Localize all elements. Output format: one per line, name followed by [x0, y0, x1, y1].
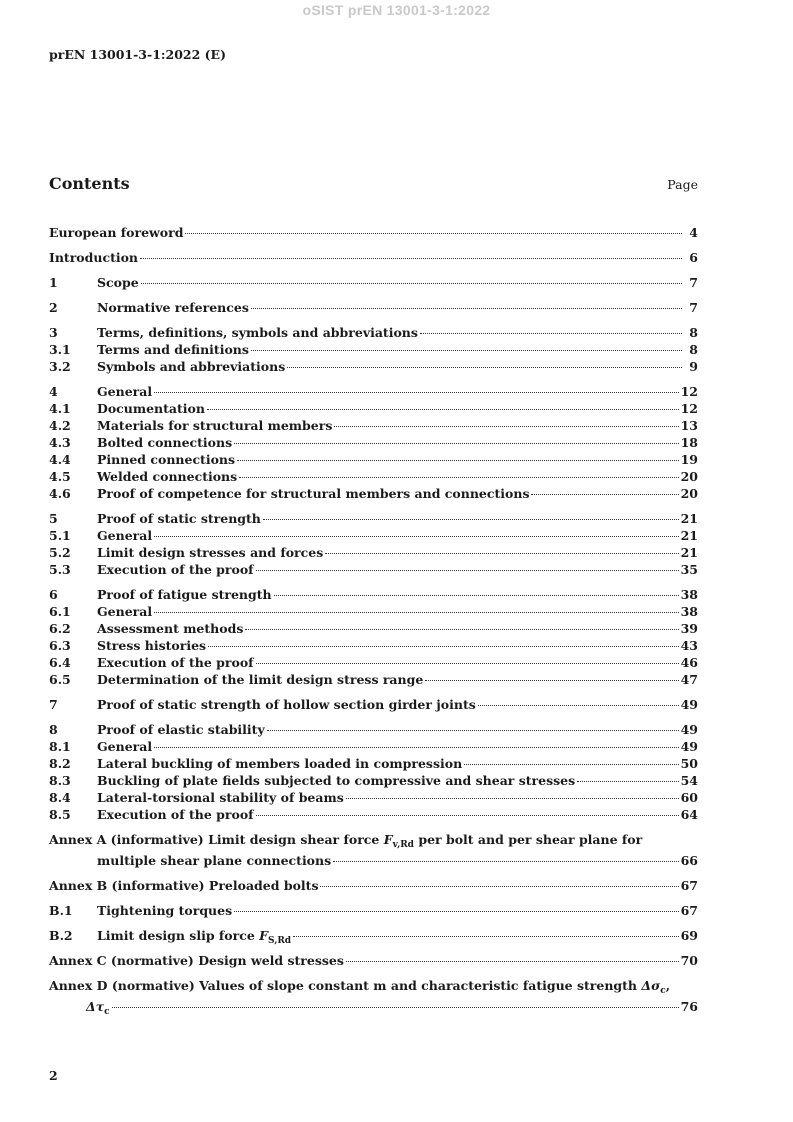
annex-d-title-cont — [86, 998, 110, 1015]
toc-entry-page: 9 — [689, 359, 698, 374]
annex-a-line2 — [49, 852, 698, 869]
toc-entry[interactable] — [49, 451, 698, 468]
leader-dots — [251, 308, 682, 309]
leader-dots — [234, 443, 678, 444]
b1-number: B.1 — [49, 903, 73, 918]
toc-entry-title: Normative references — [97, 300, 249, 315]
annex-d-symbol1: Δσ — [641, 978, 661, 993]
toc-entry[interactable] — [49, 468, 698, 485]
toc-entry[interactable] — [49, 738, 698, 755]
toc-entry[interactable] — [49, 434, 698, 451]
toc-entry-annex-a[interactable] — [49, 831, 698, 869]
toc-entry-page: 4 — [689, 225, 698, 240]
toc-entry[interactable] — [49, 806, 698, 823]
toc-entry-page: 21 — [680, 528, 698, 543]
b2-symbol: F — [259, 928, 269, 943]
annex-a-symbol: F — [383, 832, 393, 847]
watermark: oSIST prEN 13001-3-1:2022 — [302, 2, 491, 18]
toc-entry-title: Lateral-torsional stability of beams — [97, 790, 344, 805]
document-id: prEN 13001-3-1:2022 (E) — [49, 47, 227, 62]
toc-entry[interactable] — [49, 249, 698, 266]
leader-dots — [320, 886, 678, 887]
toc-entry-page: 54 — [680, 773, 698, 788]
toc-entry[interactable] — [49, 755, 698, 772]
leader-dots — [287, 367, 682, 368]
annex-d-subscript2: c — [104, 1007, 110, 1017]
toc-entry[interactable] — [49, 721, 698, 738]
toc-entry-page: 12 — [680, 384, 698, 399]
leader-dots — [141, 283, 682, 284]
leader-dots — [112, 1007, 679, 1008]
toc-entry-title: Proof of static strength of hollow section girder joints — [97, 697, 476, 712]
toc-entry-page: 49 — [680, 722, 698, 737]
toc-entry-number: 3.1 — [49, 342, 71, 357]
toc-entry-number: 7 — [49, 697, 58, 712]
leader-dots — [531, 494, 678, 495]
b1-page: 67 — [680, 903, 698, 918]
toc-entry[interactable] — [49, 671, 698, 688]
toc-entry-number: 6.5 — [49, 672, 71, 687]
annex-a-text: Annex A (informative) Limit design shear force — [49, 832, 384, 847]
toc-entry-title: Pinned connections — [97, 452, 236, 467]
toc-entry-page: 39 — [680, 621, 698, 636]
toc-entry-number: 8.4 — [49, 790, 71, 805]
toc-entry-page: 60 — [680, 790, 698, 805]
annex-d-symbol2: Δτ — [86, 999, 105, 1014]
toc-entry-title: Proof of competence for structural members and connections — [97, 486, 530, 501]
b1-title: Tightening torques — [97, 903, 233, 918]
toc-entry-page: 18 — [680, 435, 698, 450]
toc-entry-page: 21 — [680, 511, 698, 526]
leader-dots — [154, 747, 678, 748]
annex-a-line1 — [49, 831, 698, 848]
toc-entry[interactable] — [49, 561, 698, 578]
toc-entry-title: Execution of the proof — [97, 562, 254, 577]
leader-dots — [333, 861, 678, 862]
toc-entry-page: 19 — [680, 452, 698, 467]
toc-entry-title: European foreword — [49, 225, 184, 240]
annex-d-text: Annex D (normative) Values of slope constant m and characteristic fatigue strength — [49, 978, 642, 993]
toc-entry-title: Stress histories — [97, 638, 207, 653]
toc-entry-page: 46 — [680, 655, 698, 670]
toc-entry-page: 21 — [680, 545, 698, 560]
annex-c-page: 70 — [680, 953, 698, 968]
leader-dots — [478, 705, 679, 706]
toc-entry-number: 5 — [49, 511, 58, 526]
page-column-label: Page — [667, 177, 698, 192]
annex-b-title: Annex B (informative) Preloaded bolts — [49, 878, 319, 893]
toc-entry-title: Lateral buckling of members loaded in compression — [97, 756, 463, 771]
leader-dots — [251, 350, 682, 351]
annex-d-line1 — [49, 977, 698, 994]
leader-dots — [263, 519, 679, 520]
toc-entry-page: 20 — [680, 486, 698, 501]
toc-entry[interactable] — [49, 772, 698, 789]
toc-entry-number: 6.1 — [49, 604, 71, 619]
leader-dots — [334, 426, 678, 427]
annex-a-subscript: v,Rd — [392, 840, 414, 850]
table-of-contents — [49, 224, 698, 1015]
toc-entry-title: General — [97, 384, 153, 399]
toc-entry-page: 38 — [680, 604, 698, 619]
annex-d-separator: , — [665, 978, 671, 993]
toc-entry-title: Buckling of plate fields subjected to compressive and shear stresses — [97, 773, 576, 788]
toc-entry-annex-b[interactable] — [49, 877, 698, 894]
toc-entry-title: Scope — [97, 275, 139, 290]
toc-entry-title: Proof of static strength — [97, 511, 261, 526]
leader-dots — [577, 781, 678, 782]
contents-title: Contents — [49, 174, 130, 193]
toc-entry[interactable] — [49, 654, 698, 671]
toc-entry-title: Terms, definitions, symbols and abbreviations — [97, 325, 418, 340]
toc-entry-page: 20 — [680, 469, 698, 484]
leader-dots — [239, 477, 678, 478]
toc-entry-annex-c[interactable] — [49, 952, 698, 969]
annex-a-page: 66 — [680, 853, 698, 868]
toc-entry-number: 3 — [49, 325, 58, 340]
toc-entry[interactable] — [49, 383, 698, 400]
toc-entry-number: 4.1 — [49, 401, 71, 416]
b2-title-text: Limit design slip force — [97, 928, 260, 943]
toc-entry-page: 6 — [689, 250, 698, 265]
toc-entry-page: 7 — [689, 300, 698, 315]
b2-subscript: S,Rd — [268, 936, 292, 946]
leader-dots — [245, 629, 678, 630]
toc-entry[interactable] — [49, 358, 698, 375]
toc-entry-number: 6.4 — [49, 655, 71, 670]
toc-entry-title: Execution of the proof — [97, 655, 254, 670]
leader-dots — [154, 536, 678, 537]
toc-entry-title: General — [97, 739, 153, 754]
toc-entry-number: 4.3 — [49, 435, 71, 450]
toc-entry[interactable] — [49, 485, 698, 502]
leader-dots — [185, 233, 682, 234]
leader-dots — [234, 911, 678, 912]
toc-entry[interactable] — [49, 324, 698, 341]
toc-entry-number: 5.1 — [49, 528, 71, 543]
annex-c-title: Annex C (normative) Design weld stresses — [49, 953, 344, 968]
toc-entry-page: 38 — [680, 587, 698, 602]
toc-entry[interactable] — [49, 224, 698, 241]
toc-entry-page: 47 — [680, 672, 698, 687]
toc-entry-title: Symbols and abbreviations — [97, 359, 286, 374]
toc-entry-number: 8.3 — [49, 773, 71, 788]
annex-a-text-end: per bolt and per shear plane for — [413, 832, 643, 847]
b2-number: B.2 — [49, 928, 73, 943]
toc-entry-page: 7 — [689, 275, 698, 290]
toc-entry-b1[interactable] — [49, 902, 698, 919]
toc-entry-page: 64 — [680, 807, 698, 822]
toc-entry-list — [49, 224, 698, 823]
toc-entry-title: Documentation — [97, 401, 205, 416]
toc-entry-page: 50 — [680, 756, 698, 771]
toc-entry-number: 8.2 — [49, 756, 71, 771]
toc-entry-title: Proof of elastic stability — [97, 722, 265, 737]
toc-entry-number: 1 — [49, 275, 58, 290]
toc-entry-page: 8 — [689, 342, 698, 357]
leader-dots — [256, 815, 679, 816]
toc-entry[interactable] — [49, 586, 698, 603]
toc-entry-number: 8.1 — [49, 739, 71, 754]
toc-entry-title: Materials for structural members — [97, 418, 333, 433]
toc-entry[interactable] — [49, 637, 698, 654]
toc-entry-number: 2 — [49, 300, 58, 315]
toc-entry[interactable] — [49, 789, 698, 806]
leader-dots — [420, 333, 682, 334]
leader-dots — [208, 646, 679, 647]
toc-entry-number: 5.2 — [49, 545, 71, 560]
toc-entry-page: 35 — [680, 562, 698, 577]
toc-entry-annex-d[interactable] — [49, 977, 698, 1015]
leader-dots — [346, 961, 679, 962]
toc-entry[interactable] — [49, 544, 698, 561]
toc-entry[interactable] — [49, 400, 698, 417]
toc-entry[interactable] — [49, 696, 698, 713]
leader-dots — [274, 595, 679, 596]
toc-entry-number: 8 — [49, 722, 58, 737]
toc-entry-title: Limit design stresses and forces — [97, 545, 324, 560]
toc-entry[interactable] — [49, 603, 698, 620]
toc-entry-title: Bolted connections — [97, 435, 233, 450]
leader-dots — [154, 392, 678, 393]
toc-entry-title: Welded connections — [97, 469, 238, 484]
leader-dots — [207, 409, 679, 410]
b2-page: 69 — [680, 928, 698, 943]
leader-dots — [464, 764, 678, 765]
leader-dots — [425, 680, 678, 681]
toc-entry-number: 4.2 — [49, 418, 71, 433]
annex-d-page: 76 — [680, 999, 698, 1014]
toc-entry-title: Proof of fatigue strength — [97, 587, 272, 602]
toc-entry-number: 4.6 — [49, 486, 71, 501]
toc-entry-number: 8.5 — [49, 807, 71, 822]
toc-entry-number: 4.4 — [49, 452, 71, 467]
toc-entry-page: 8 — [689, 325, 698, 340]
toc-entry-page: 13 — [680, 418, 698, 433]
toc-entry-title: Introduction — [49, 250, 139, 265]
toc-entry[interactable] — [49, 341, 698, 358]
toc-entry-title: General — [97, 528, 153, 543]
toc-entry[interactable] — [49, 527, 698, 544]
leader-dots — [346, 798, 679, 799]
leader-dots — [154, 612, 678, 613]
leader-dots — [267, 730, 679, 731]
toc-entry-number: 6 — [49, 587, 58, 602]
leader-dots — [325, 553, 678, 554]
footer-page-number: 2 — [49, 1068, 58, 1083]
toc-entry-page: 49 — [680, 739, 698, 754]
toc-entry[interactable] — [49, 510, 698, 527]
toc-entry-b2[interactable] — [49, 927, 698, 944]
toc-entry-title: General — [97, 604, 153, 619]
annex-d-subscript1: c — [660, 986, 666, 996]
toc-entry-title: Terms and definitions — [97, 342, 249, 357]
leader-dots — [256, 570, 679, 571]
toc-entry-title: Execution of the proof — [97, 807, 254, 822]
toc-entry[interactable] — [49, 299, 698, 316]
annex-a-title-cont: multiple shear plane connections — [97, 853, 332, 868]
toc-entry[interactable] — [49, 417, 698, 434]
toc-entry-title: Assessment methods — [97, 621, 244, 636]
toc-entry-title: Determination of the limit design stress range — [97, 672, 424, 687]
toc-entry-number: 6.3 — [49, 638, 71, 653]
annex-b-page: 67 — [680, 878, 698, 893]
toc-entry[interactable] — [49, 620, 698, 637]
toc-entry-page: 12 — [680, 401, 698, 416]
leader-dots — [293, 936, 678, 937]
toc-entry-number: 3.2 — [49, 359, 71, 374]
toc-entry-page: 43 — [680, 638, 698, 653]
leader-dots — [237, 460, 679, 461]
toc-entry-page: 49 — [680, 697, 698, 712]
toc-entry-number: 4.5 — [49, 469, 71, 484]
annex-d-line2 — [49, 998, 698, 1015]
toc-entry-number: 4 — [49, 384, 58, 399]
toc-entry[interactable] — [49, 274, 698, 291]
b2-title — [97, 927, 291, 944]
toc-entry-number: 5.3 — [49, 562, 71, 577]
leader-dots — [256, 663, 679, 664]
leader-dots — [140, 258, 682, 259]
toc-entry-number: 6.2 — [49, 621, 71, 636]
